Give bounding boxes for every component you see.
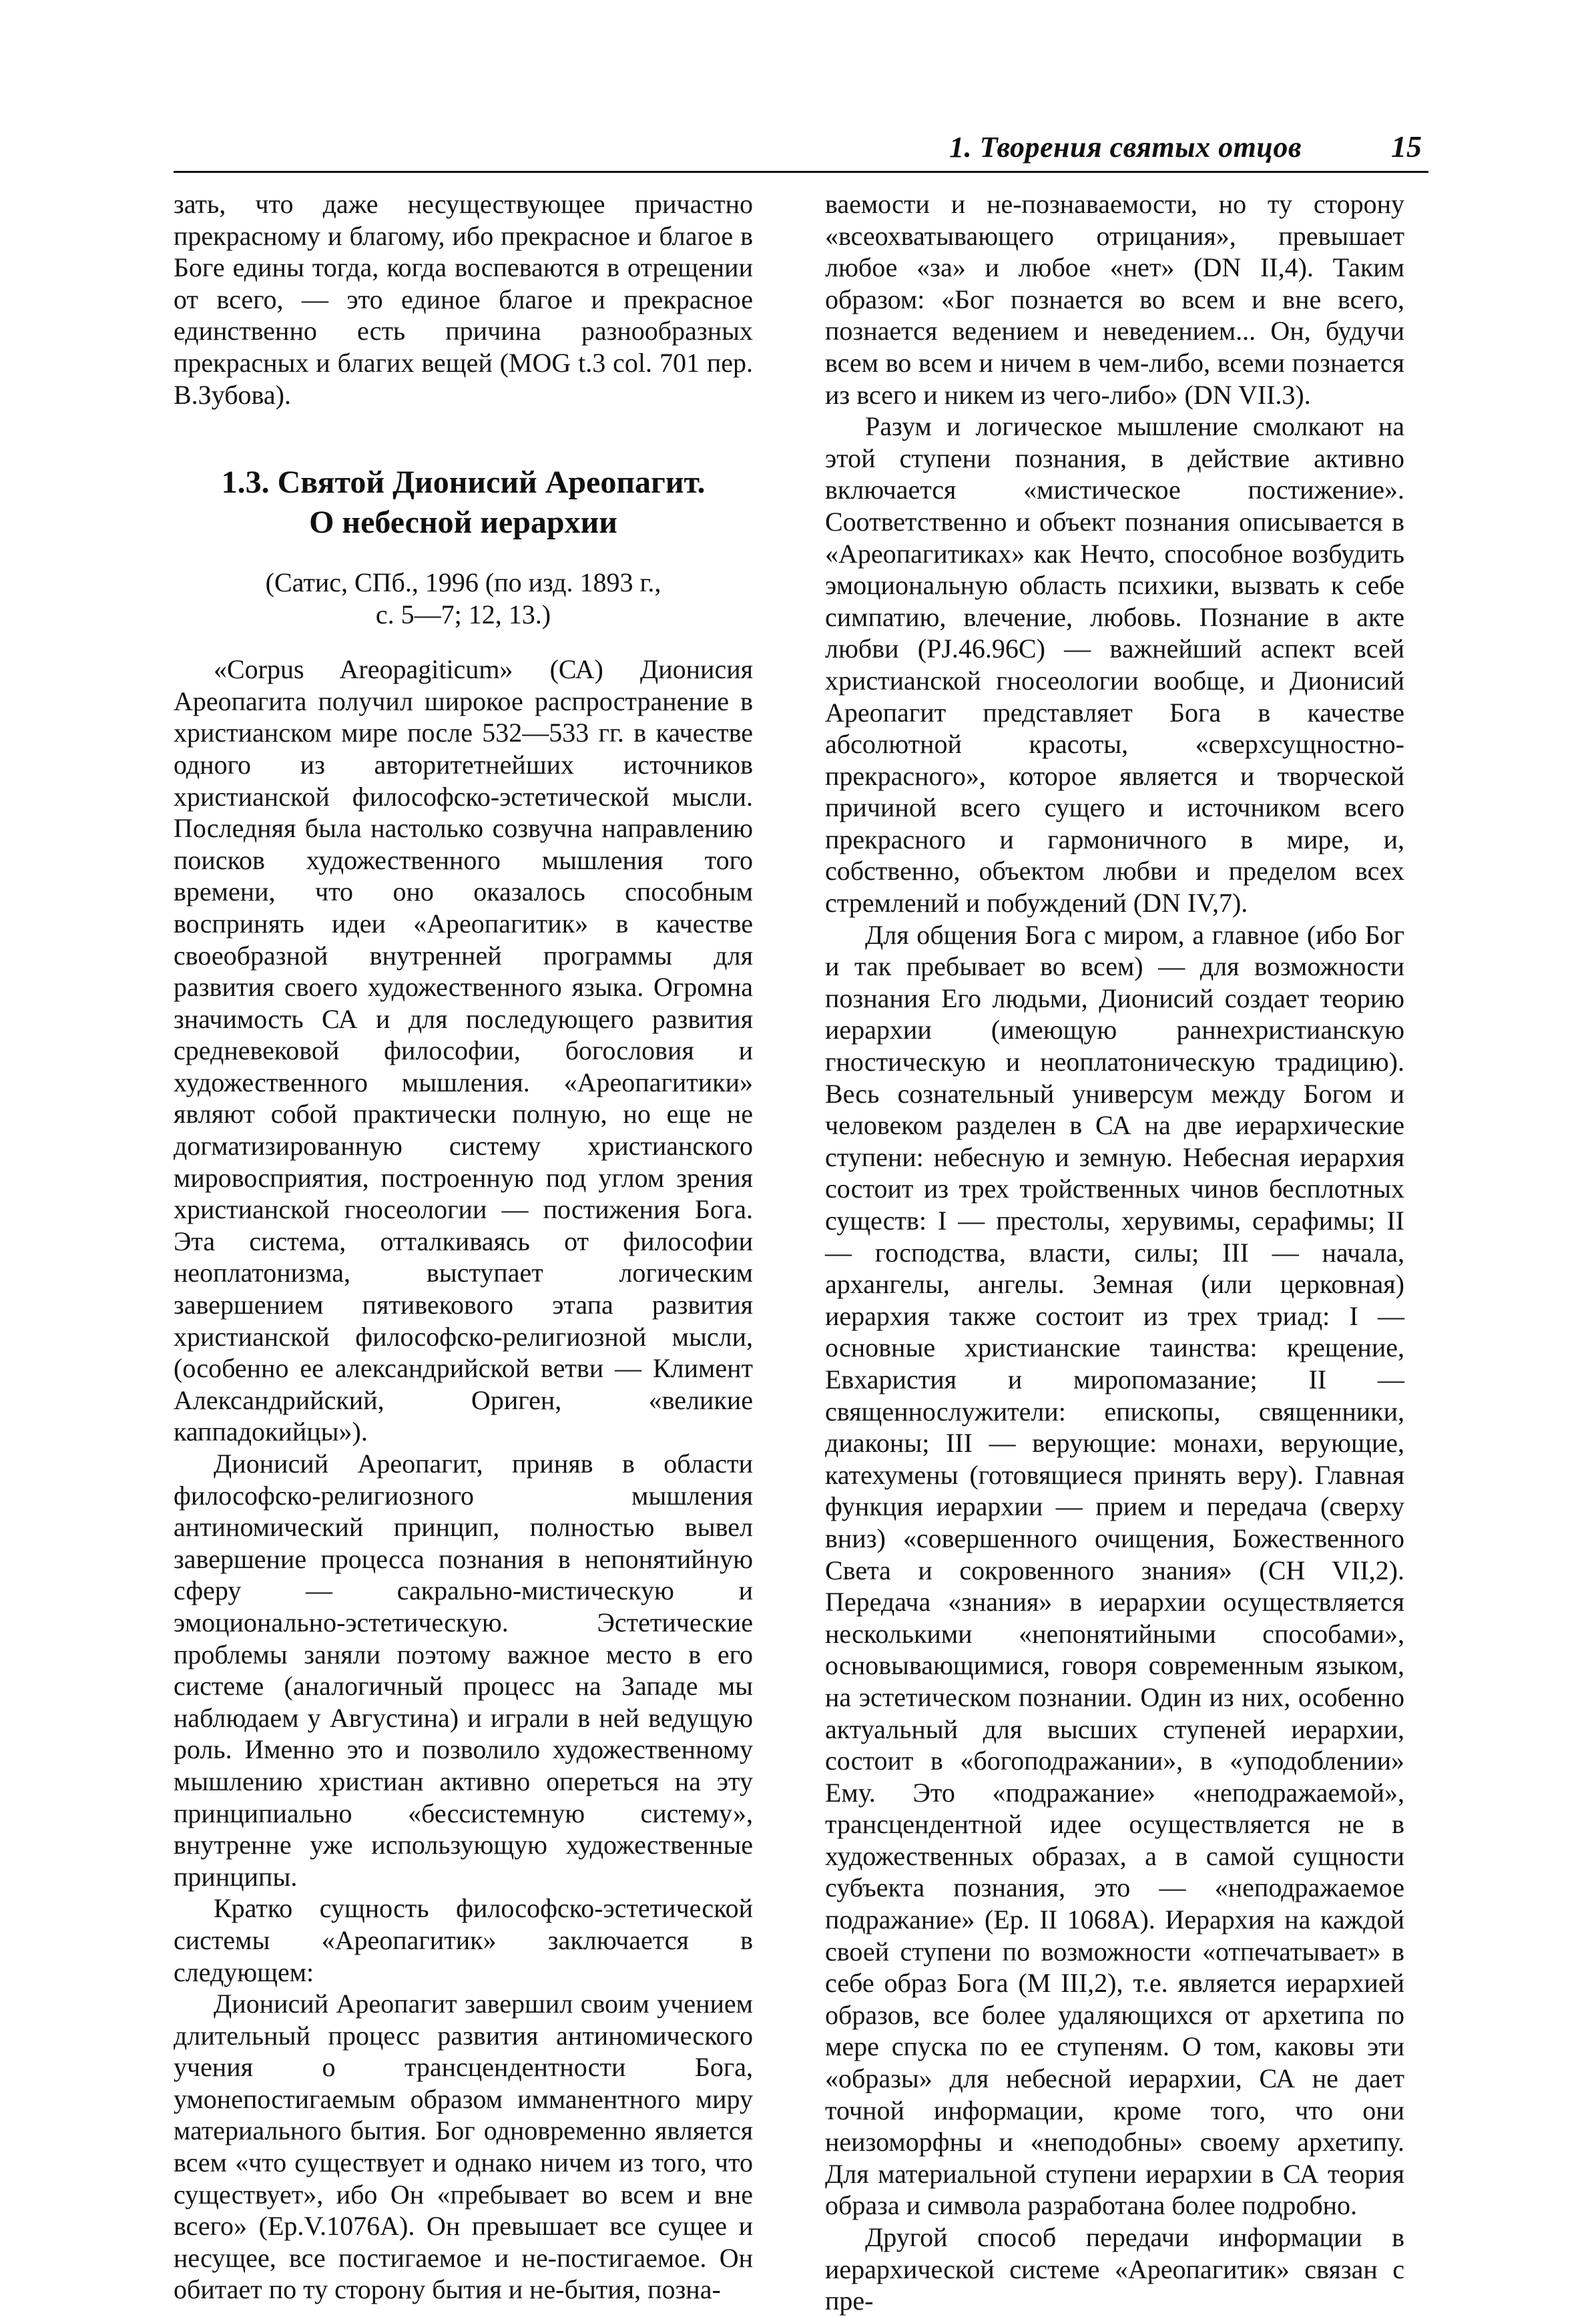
body-paragraph: Разум и логическое мышление смолкают на этой ступени познания, в действие активно включается «мистическое постижение». Соответственно и объект познания описывается в «Ареопагитиках» как Нечто, способное возбудить эмоциональную область психики, вызвать к себе симпатию, влечение, любовь. Познание в акте любви (PJ.46.96C) — важнейший аспект всей христианской гносеологии вообще, и Дионисий Ареопагит представляет Бога в качестве абсолютной красоты, «сверхсущностно-прекрасного», которое является и творческой причиной всего сущего и источником всего прекрасного и гармоничного в мире, и, собственно, объектом любви и пределом всех стремлений и побуждений (DN IV,7). xyxy=(825,411,1404,919)
left-column xyxy=(174,188,753,2306)
body-paragraph: Дионисий Ареопагит завершил своим учением длительный процесс развития антиномического учения о трансцендентности Бога, умонепостигаемым образом имманентного миру материального бытия. Бог одновременно является всем «что существует и однако ничем из того, что существует», ибо Он «пребывает во всем и вне всего» (Ep.V.1076A). Он превышает все сущее и несущее, все постигаемое и не-постигаемое. Он обитает по ту сторону бытия и не-бытия, позна- xyxy=(174,1989,753,2305)
body-paragraph: ваемости и не-познаваемости, но ту сторону «всеохватывающего отрицания», превышает любое «за» и любое «нет» (DN II,4). Таким образом: «Бог познается во всем и вне всего, познается ведением и неведением... Он, будучи всем во всем и ничем в чем-либо, всеми познается из всего и никем из чего-либо» (DN VII.3). xyxy=(825,189,1404,410)
body-paragraph: Дионисий Ареопагит, приняв в области философско-религиозного мышления антиномический принцип, полностью вывел завершение процесса познания в непонятийную сферу — сакрально-мистическую и эмоционально-эстетическую. Эстетические проблемы заняли поэтому важное место в его системе (аналогичный процесс на Западе мы наблюдаем у Августина) и играли в ней ведущую роль. Именно это и позволило художественному мышлению христиан активно опереться на эту принципиально «бессистемную систему», внутренне уже использующую художественные принципы. xyxy=(174,1449,753,1892)
intro-paragraph: зать, что даже несуществующее причастно прекрасному и благому, ибо прекрасное и благое в Боге едины тогда, когда воспеваются в отрещении от всего, — это единое благое и прекрасное единственно есть причина разнообразных прекрасных и благих вещей (MOG t.3 col. 701 пер. В.Зубова). xyxy=(174,189,753,410)
body-paragraph: Другой способ передачи информации в иерархической системе «Ареопагитик» связан с пре- xyxy=(825,2222,1404,2316)
header-rule xyxy=(174,171,1428,173)
body-paragraph: «Corpus Areopagiticum» (СА) Дионисия Ареопагита получил широкое распространение в христианском мире после 532—533 гг. в качестве одного из авторитетнейших источников христианской философско-эстетической мысли. Последняя была настолько созвучна направлению поисков художественного мышления того времени, что оно оказалось способным воспринять идеи «Ареопагитик» в качестве своеобразной внутренней программы для развития своего художественного языка. Огромна значимость СА и для последующего развития средневековой философии, богословия и художественного мышления. «Ареопагитики» являют собой практически полную, но еще не догматизированную систему христианского мировосприятия, построенную под углом зрения христианской гносеологии — постижения Бога. Эта система, отталкиваясь от философии неоплатонизма, выступает логическим завершением пятивекового этапа развития христианской философско-религиозной мысли, (особенно ее александрийской ветви — Климент Александрийский, Ориген, «великие каппадокийцы»). xyxy=(174,654,753,1447)
body-paragraph: Кратко сущность философско-эстетической системы «Ареопагитик» заключается в следующем: xyxy=(174,1893,753,1987)
source-citation xyxy=(174,567,753,631)
section-heading-line-1: 1.3. Святой Дионисий Ареопагит. xyxy=(221,465,706,501)
running-header xyxy=(174,127,1428,168)
section-heading xyxy=(174,463,753,543)
source-citation-line-2: с. 5—7; 12, 13.) xyxy=(375,599,551,630)
page-number: 15 xyxy=(1391,130,1422,164)
running-title: 1. Творения святых отцов xyxy=(949,131,1302,164)
body-paragraph: Для общения Бога с миром, а главное (ибо Бог и так пребывает во всем) — для возможности познания Его людьми, Дионисий создает теорию иерархии (имеющую раннехристианскую гностическую и неоплатоническую традицию). Весь сознательный универсум между Богом и человеком разделен в СА на две иерархические ступени: небесную и земную. Небесная иерархия состоит из трех тройственных чинов бесплотных существ: I — престолы, херувимы, серафимы; II — господства, власти, силы; III — начала, архангелы, ангелы. Земная (или церковная) иерархия также состоит из трех триад: I — основные христианские таинства: крещение, Евхаристия и миропомазание; II — священнослужители: епископы, священники, диаконы; III — верующие: монахи, верующие, катехумены (готовящиеся принять веру). Главная функция иерархии — прием и передача (сверху вниз) «совершенного очищения, Божественного Света и сокровенного знания» (CH VII,2). Передача «знания» в иерархии осуществляется несколькими «непонятийными способами», основывающимися, говоря современным языком, на эстетическом познании. Один из них, особенно актуальный для высших ступеней иерархии, состоит в «богоподражании», в «уподоблении» Ему. Это «подражание» «неподражаемой», трансцендентной идее осуществляется не в художественных образах, а в самой сущности субъекта познания, это — «неподражаемое подражание» (Ep. II 1068A). Иерархия на каждой своей ступени по возможности «отпечатывает» в себе образ Бога (M III,2), т.е. является иерархией образов, все более удаляющихся от архетипа по мере спуска по ее ступеням. О том, каковы эти «образы» для небесной иерархии, СА не дает точной информации, кроме того, что они неизоморфны и «неподобны» своему архетипу. Для материальной ступени иерархии в СА теория образа и символа разработана более подробно. xyxy=(825,919,1404,2221)
right-column xyxy=(825,188,1404,2317)
section-heading-line-2: О небесной иерархии xyxy=(309,505,617,541)
source-citation-line-1: (Сатис, СПб., 1996 (по изд. 1893 г., xyxy=(265,567,661,598)
